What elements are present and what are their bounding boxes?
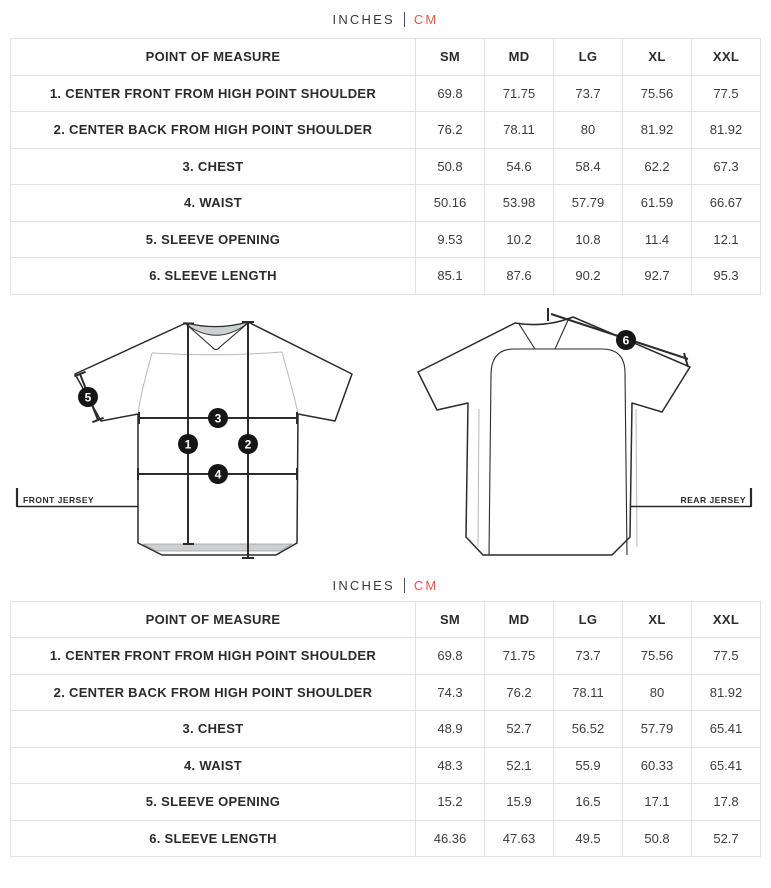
cell-value: 76.2 [485, 674, 554, 711]
cell-value: 52.1 [485, 747, 554, 784]
cm-option[interactable]: CM [413, 578, 439, 593]
col-header-lg: LG [554, 601, 623, 638]
cell-value: 73.7 [554, 75, 623, 112]
cell-value: 16.5 [554, 784, 623, 821]
row-label: 3. CHEST [11, 711, 416, 748]
col-header-xl: XL [623, 39, 692, 76]
cell-value: 50.8 [416, 148, 485, 185]
cell-value: 17.8 [692, 784, 761, 821]
cell-value: 48.3 [416, 747, 485, 784]
cell-value: 11.4 [623, 221, 692, 258]
col-header-xxl: XXL [692, 39, 761, 76]
table-row [11, 75, 761, 112]
jersey-diagram-svg [0, 297, 771, 567]
cell-value: 78.11 [485, 112, 554, 149]
cell-value: 65.41 [692, 747, 761, 784]
cell-value: 56.52 [554, 711, 623, 748]
table-row [11, 148, 761, 185]
marker-6 [616, 330, 636, 350]
cell-value: 50.16 [416, 185, 485, 222]
row-label: 4. WAIST [11, 747, 416, 784]
marker-5 [78, 387, 98, 407]
cell-value: 74.3 [416, 674, 485, 711]
table-row [11, 221, 761, 258]
size-table-bottom [10, 601, 761, 858]
svg-text:FRONT JERSEY: FRONT JERSEY [23, 494, 95, 505]
col-header-sm: SM [416, 601, 485, 638]
cell-value: 78.11 [554, 674, 623, 711]
cell-value: 81.92 [692, 674, 761, 711]
cell-value: 58.4 [554, 148, 623, 185]
svg-text:1: 1 [184, 437, 192, 451]
cell-value: 46.36 [416, 820, 485, 857]
cell-value: 53.98 [485, 185, 554, 222]
cell-value: 47.63 [485, 820, 554, 857]
cell-value: 81.92 [692, 112, 761, 149]
cell-value: 15.2 [416, 784, 485, 821]
row-label: 1. CENTER FRONT FROM HIGH POINT SHOULDER [11, 638, 416, 675]
front-jersey-label [17, 488, 138, 507]
cell-value: 80 [554, 112, 623, 149]
col-header-point-of-measure: POINT OF MEASURE [11, 601, 416, 638]
row-label: 5. SLEEVE OPENING [11, 221, 416, 258]
row-label: 4. WAIST [11, 185, 416, 222]
svg-text:5: 5 [84, 390, 92, 404]
cell-value: 71.75 [485, 638, 554, 675]
marker-4 [208, 464, 228, 484]
size-table-top [10, 38, 761, 295]
cell-value: 73.7 [554, 638, 623, 675]
cell-value: 15.9 [485, 784, 554, 821]
cell-value: 71.75 [485, 75, 554, 112]
rear-jersey-drawing [418, 308, 751, 555]
cell-value: 81.92 [623, 112, 692, 149]
cell-value: 55.9 [554, 747, 623, 784]
svg-text:6: 6 [622, 333, 630, 347]
cell-value: 10.8 [554, 221, 623, 258]
table-row [11, 638, 761, 675]
marker-3 [208, 408, 228, 428]
row-label: 6. SLEEVE LENGTH [11, 258, 416, 295]
row-label: 2. CENTER BACK FROM HIGH POINT SHOULDER [11, 674, 416, 711]
row-label: 6. SLEEVE LENGTH [11, 820, 416, 857]
cell-value: 52.7 [485, 711, 554, 748]
cell-value: 87.6 [485, 258, 554, 295]
cell-value: 57.79 [554, 185, 623, 222]
table-row [11, 258, 761, 295]
col-header-xxl: XXL [692, 601, 761, 638]
cell-value: 17.1 [623, 784, 692, 821]
table-row [11, 674, 761, 711]
col-header-lg: LG [554, 39, 623, 76]
rear-jersey-label [631, 488, 751, 507]
cell-value: 67.3 [692, 148, 761, 185]
cell-value: 57.79 [623, 711, 692, 748]
row-label: 1. CENTER FRONT FROM HIGH POINT SHOULDER [11, 75, 416, 112]
cell-value: 50.8 [623, 820, 692, 857]
svg-text:REAR JERSEY: REAR JERSEY [680, 494, 746, 505]
cell-value: 60.33 [623, 747, 692, 784]
svg-text:2: 2 [244, 437, 252, 451]
cell-value: 69.8 [416, 75, 485, 112]
cell-value: 61.59 [623, 185, 692, 222]
col-header-md: MD [485, 39, 554, 76]
inches-option[interactable]: INCHES [332, 11, 395, 27]
cell-value: 75.56 [623, 638, 692, 675]
svg-text:4: 4 [214, 467, 222, 481]
cell-value: 12.1 [692, 221, 761, 258]
cell-value: 52.7 [692, 820, 761, 857]
table-row [11, 112, 761, 149]
cell-value: 76.2 [416, 112, 485, 149]
cm-option[interactable]: CM [413, 11, 439, 27]
table-row [11, 784, 761, 821]
cell-value: 75.56 [623, 75, 692, 112]
cell-value: 9.53 [416, 221, 485, 258]
cell-value: 62.2 [623, 148, 692, 185]
cell-value: 95.3 [692, 258, 761, 295]
cell-value: 92.7 [623, 258, 692, 295]
col-header-sm: SM [416, 39, 485, 76]
inches-option[interactable]: INCHES [332, 578, 395, 593]
cell-value: 90.2 [554, 258, 623, 295]
cell-value: 54.6 [485, 148, 554, 185]
table-row [11, 711, 761, 748]
table-row [11, 820, 761, 857]
cell-value: 66.67 [692, 185, 761, 222]
row-label: 5. SLEEVE OPENING [11, 784, 416, 821]
table-row [11, 747, 761, 784]
row-label: 2. CENTER BACK FROM HIGH POINT SHOULDER [11, 112, 416, 149]
cell-value: 77.5 [692, 75, 761, 112]
col-header-md: MD [485, 601, 554, 638]
front-jersey-drawing [17, 322, 352, 558]
cell-value: 49.5 [554, 820, 623, 857]
col-header-xl: XL [623, 601, 692, 638]
cell-value: 85.1 [416, 258, 485, 295]
svg-text:3: 3 [214, 411, 222, 425]
units-toggle-top [0, 0, 771, 38]
table-header-row [11, 601, 761, 638]
cell-value: 80 [623, 674, 692, 711]
table-row [11, 185, 761, 222]
cell-value: 69.8 [416, 638, 485, 675]
cell-value: 77.5 [692, 638, 761, 675]
size-diagram [0, 297, 771, 571]
units-toggle-bottom [0, 571, 771, 601]
cell-value: 48.9 [416, 711, 485, 748]
cell-value: 10.2 [485, 221, 554, 258]
cell-value: 65.41 [692, 711, 761, 748]
marker-1 [178, 434, 198, 454]
col-header-point-of-measure: POINT OF MEASURE [11, 39, 416, 76]
table-header-row [11, 39, 761, 76]
marker-2 [238, 434, 258, 454]
row-label: 3. CHEST [11, 148, 416, 185]
